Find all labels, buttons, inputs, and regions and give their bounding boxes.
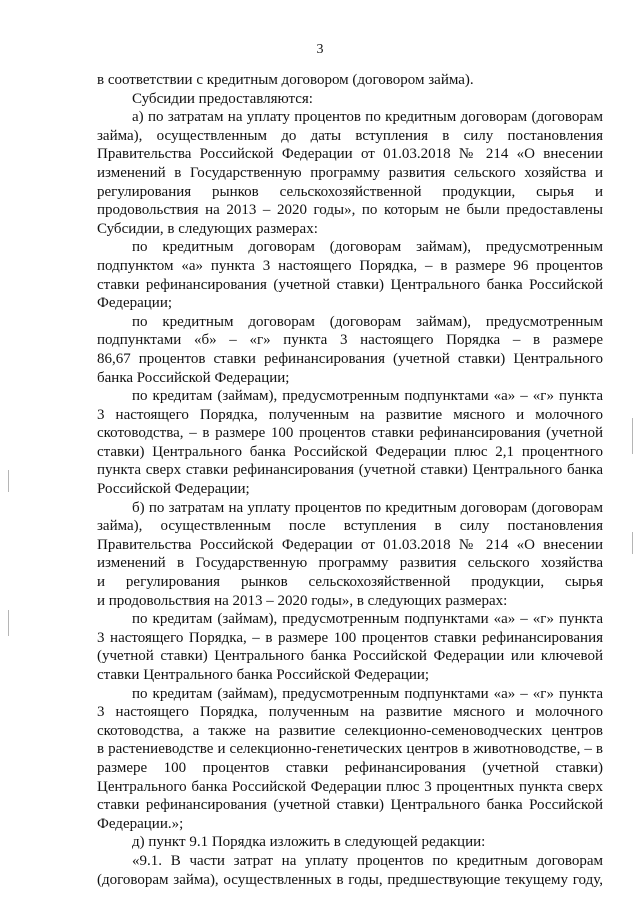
text-line: 86,67 процентов ставки рефинансирования (учетной ставки) Центрального xyxy=(97,350,603,367)
page-number: 3 xyxy=(316,42,324,57)
text-line: а) по затратам на уплату процентов по кредитным договорам (договорам xyxy=(132,109,603,126)
text-line: ставки) Центрального банка Российской Федерации плюс 2,1 процентного xyxy=(97,443,603,460)
text-line: 3 настоящего Порядка, полученным на развитие мясного и молочного xyxy=(97,704,603,721)
text-line: по кредитам (займам), предусмотренным подпунктами «а» – «г» пункта xyxy=(132,611,603,628)
text-line: в соответствии с кредитным договором (договором займа). xyxy=(97,72,474,88)
text-line: займа), осуществленным до даты вступления в силу постановления xyxy=(97,127,603,144)
text-line: продовольствия на 2013 – 2020 годы», по которым не были предоставлены xyxy=(97,202,603,219)
scan-margin-mark xyxy=(632,418,633,454)
scan-margin-mark xyxy=(8,610,9,636)
text-line: подпунктом «а» пункта 3 настоящего Порядка, – в размере 96 процентов xyxy=(97,257,603,274)
text-line: размере 100 процентов ставки рефинансирования (учетной ставки) xyxy=(97,759,603,776)
text-line: по кредитным договорам (договорам займам), предусмотренным xyxy=(132,313,603,330)
text-line: пункта сверх ставки рефинансирования (учетной ставки) Центрального банка xyxy=(97,462,603,479)
text-line: регулирования рынков сельскохозяйственной продукции, сырья и xyxy=(97,183,603,200)
text-line: Правительства Российской Федерации от 01.03.2018 № 214 «О внесении xyxy=(97,146,603,163)
text-line: Правительства Российской Федерации от 01.03.2018 № 214 «О внесении xyxy=(97,536,603,553)
text-line: и регулирования рынков сельскохозяйственной продукции, сырья xyxy=(97,574,603,591)
text-line: «9.1. В части затрат на уплату процентов по кредитным договорам xyxy=(132,852,603,869)
text-line: Российской Федерации; xyxy=(97,481,250,498)
text-line: банка Российской Федерации; xyxy=(97,369,290,386)
text-line: ставки рефинансирования (учетной ставки) Центрального банка Российской xyxy=(97,797,603,814)
text-line: скотоводства, а также на развитие селекционно-семеноводческих центров xyxy=(97,722,603,739)
text-line: ставки Центрального банка Российской Федерации; xyxy=(97,667,430,683)
text-line: по кредитным договорам (договорам займам), предусмотренным xyxy=(132,239,603,256)
text-line: Субсидии, в следующих размерах: xyxy=(97,220,318,237)
text-line: изменений в Государственную программу развития сельского хозяйства xyxy=(97,555,603,572)
text-line: Федерации; xyxy=(97,295,173,312)
text-line: ставки рефинансирования (учетной ставки) Центрального банка Российской xyxy=(97,276,603,293)
text-line: (учетной ставки) Центрального банка Российской Федерации или ключевой xyxy=(97,648,603,665)
text-line: по кредитам (займам), предусмотренным подпунктами «а» – «г» пункта xyxy=(132,388,603,405)
text-line: б) по затратам на уплату процентов по кредитным договорам (договорам xyxy=(132,499,603,516)
text-line: подпунктами «б» – «г» пункта 3 настоящего Порядка – в размере xyxy=(97,332,603,349)
text-line: Центрального банка Российской Федерации плюс 3 процентных пункта сверх xyxy=(97,778,603,795)
text-line: займа), осуществленным после вступления в силу постановления xyxy=(97,518,603,535)
text-line: и продовольствия на 2013 – 2020 годы», в следующих размерах: xyxy=(97,592,508,609)
scan-margin-mark xyxy=(8,470,9,492)
text-line: в растениеводстве и селекционно-генетических центров в животноводстве, – в xyxy=(97,741,603,758)
text-line: Федерации.»; xyxy=(97,815,184,832)
text-line: изменений в Государственную программу развития сельского хозяйства и xyxy=(97,164,603,181)
text-line: (договорам займа), осуществленных в годы, предшествующие текущему году, xyxy=(97,871,603,888)
text-line: по кредитам (займам), предусмотренным подпунктами «а» – «г» пункта xyxy=(132,685,603,702)
text-line: Субсидии предоставляются: xyxy=(132,90,313,107)
text-line: скотоводства, – в размере 100 процентов ставки рефинансирования (учетной xyxy=(97,425,603,442)
body-text xyxy=(97,71,603,889)
text-line: д) пункт 9.1 Порядка изложить в следующей редакции: xyxy=(132,834,486,851)
scan-margin-mark xyxy=(632,532,633,554)
text-line: 3 настоящего Порядка, – в размере 100 процентов ставки рефинансирования xyxy=(97,629,603,646)
text-line: 3 настоящего Порядка, полученным на развитие мясного и молочного xyxy=(97,406,603,423)
